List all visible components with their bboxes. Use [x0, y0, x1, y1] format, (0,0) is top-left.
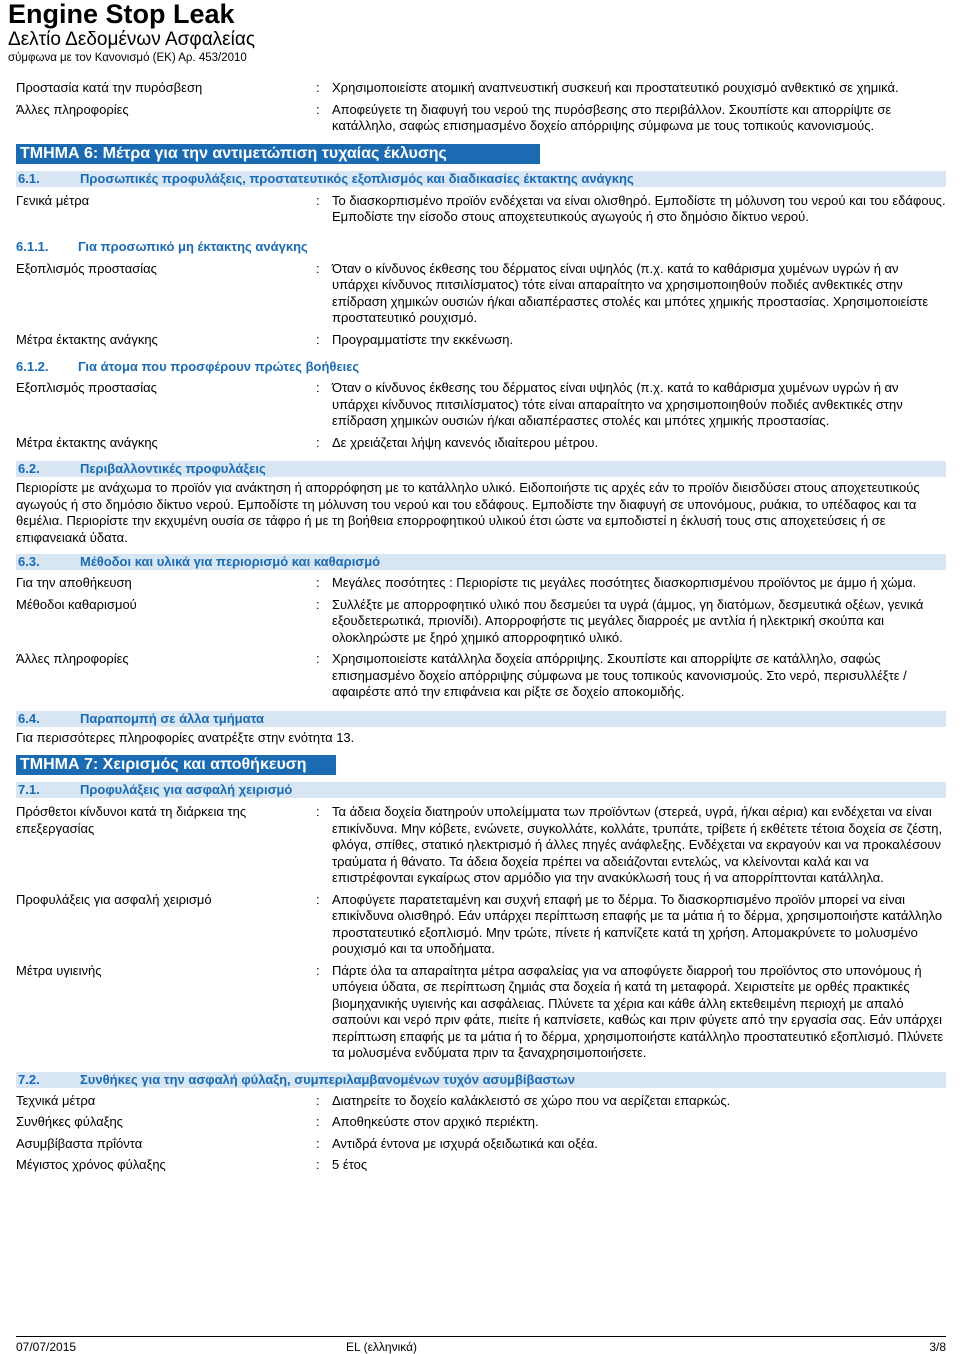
subsection-number: 6.1. — [18, 170, 40, 186]
subsection-title: Συνθήκες για την ασφαλή φύλαξη, συμπεριλαμβανομένων τυχόν ασυμβίβαστων — [80, 1071, 575, 1087]
field-value: Προγραμματίστε την εκκένωση. — [332, 331, 514, 347]
field-value: Αποφύγετε παρατεταμένη και συχνή επαφή με το δέρμα. Το διασκορπισμένο προϊόν μπορεί να είναι επικίνδυνα ολισθηρό. Εάν υπάρχει περίπτωση επαφής με τα μάτια ή το δέρμα, χρησιμοποιήστε κατάλληλο προστατευτικό εξοπλισμό. Μην τρώτε, πίνετε ή καπνίζετε κατά τη χρήση. Απομακρύνετε το μολυσμένο ρουχισμό και τα υποδήματα. — [332, 891, 943, 956]
subsection-title: Για προσωπικό μη έκτακτης ανάγκης — [78, 238, 308, 254]
subsection-title: Μέθοδοι και υλικά για περιορισμό και καθαρισμό — [80, 554, 381, 569]
subsection-6-3-heading — [16, 554, 946, 570]
field-value: Πάρτε όλα τα απαραίτητα μέτρα ασφαλείας για να αποφύγετε διαρροή του προϊόντος στο υπονόμους ή υπόγεια ύδατα, σε περίπτωση ζημιάς στα δοχεία ή κατά τη μεταφορά. Χειριστείτε με ορθές πρακτικές βιομηχανικής υγιεινής και ασφάλειας. Πλύνετε τα χέρια και κάθε άλλη εκτεθειμένη περιοχή με απαλό σαπούνι και νερό πριν φάτε, πιείτε ή καπνίσετε, καθώς και πριν φύγετε από την εργασία σας. Εάν υπάρχει περίπτωση επαφής με τα μάτια ή το δέρμα, χρησιμοποιήστε κατάλληλο προστατευτικό εξοπλισμό. Πλύνετε τα μολυσμένα ενδύματα πριν τα ξαναχρησιμοποιήσετε. — [332, 962, 944, 1060]
field-row — [16, 651, 946, 701]
field-colon: : — [316, 1157, 320, 1172]
field-row — [16, 1093, 946, 1110]
field-row — [16, 380, 946, 430]
field-row — [16, 193, 946, 226]
field-row — [16, 1114, 946, 1131]
subsection-6-1-2-heading — [16, 359, 946, 375]
field-label: Γενικά μέτρα — [16, 192, 90, 208]
regulation-note: σύμφωνα με τον Κανονισμό (ΕΚ) Αρ. 453/2010 — [8, 52, 247, 64]
document-header — [8, 0, 952, 65]
field-label: Τεχνικά μέτρα — [16, 1092, 96, 1108]
field-value: 5 έτος — [332, 1157, 368, 1172]
field-row — [16, 435, 946, 452]
field-label: Μέθοδοι καθαρισμού — [16, 596, 137, 612]
field-row — [16, 575, 946, 592]
field-value: Μεγάλες ποσότητες : Περιορίστε τις μεγάλες ποσότητες διασκορπισμένου προϊόντος με άμμο ή χώμα. — [332, 575, 917, 590]
field-value: Όταν ο κίνδυνος έκθεσης του δέρματος είναι υψηλός (π.χ. κατά το καθάρισμα χυμένων υγρών ή αν υπάρχει κίνδυνος πιτσιλίσματος) τότε είναι απαραίτητο να χρησιμοποιηθούν ποδιές ανθεκτικές στην επίδραση χημικών ουσιών ή/και αδιαπέραστες στολές και μπότες χημικής προστασίας. — [332, 380, 903, 428]
subsection-6-1-1-heading — [16, 239, 946, 255]
footer-page-number: 3/8 — [929, 1340, 946, 1354]
document-body — [16, 80, 946, 1174]
field-label: Προστασία κατά την πυρόσβεση — [16, 80, 203, 95]
field-colon: : — [316, 1092, 320, 1108]
field-label: Μέγιστος χρόνος φύλαξης — [16, 1157, 166, 1172]
field-colon: : — [316, 380, 320, 395]
field-row — [16, 80, 946, 97]
subsection-7-1-heading — [16, 782, 946, 798]
field-colon: : — [316, 1114, 320, 1129]
field-label: Άλλες πληροφορίες — [16, 101, 129, 117]
field-value: Χρησιμοποιείστε ατομική αναπνευστική συσκευή και προστατευτικό ρουχισμό ανθεκτικό σε χημικά. — [332, 80, 899, 95]
section-6-heading: ΤΜΗΜΑ 6: Μέτρα για την αντιμετώπιση τυχαίας έκλυσης — [16, 144, 540, 164]
environmental-precautions-text: Περιορίστε με ανάχωμα το προϊόν για ανάκτηση ή απορρόφηση με το κατάλληλο υλικό. Ειδοποιήστε τις αρχές εάν το προϊόν διεισδύσει στους αποχετευτικούς αγωγούς ή στο δημόσιο δίκτυο νερού. Εμποδίστε τη μόλυνση του νερού και του εδάφους. Εμποδίστε την διαφυγή σε υπονόμους, ρυάκια, το υπέδαφος και τα θεμέλια. Περιορίστε την εκχυμένη ουσία σε τάφρο ή με τη βοήθεια επορροφητικού υλικού έτσι ώστε να εμποδιστεί η έκλυσή τους στις αποχετεύσεις ή σε επιφανειακά ύδατα. — [16, 480, 920, 545]
field-colon: : — [316, 192, 320, 208]
field-value: Διατηρείτε το δοχείο καλάκλειστό σε χώρο που να αερίζεται επαρκώς. — [332, 1092, 731, 1108]
subsection-number: 7.2. — [18, 1071, 40, 1087]
field-row — [16, 261, 946, 327]
field-colon: : — [316, 260, 320, 276]
cross-reference-text: Για περισσότερες πληροφορίες ανατρέξτε στην ενότητα 13. — [16, 729, 355, 745]
field-colon: : — [316, 101, 320, 117]
subsection-number: 7.1. — [18, 782, 40, 797]
field-label: Εξοπλισμός προστασίας — [16, 260, 157, 276]
field-colon: : — [316, 891, 320, 907]
field-colon: : — [316, 80, 320, 95]
field-label: Εξοπλισμός προστασίας — [16, 380, 157, 395]
field-label: Μέτρα έκτακτης ανάγκης — [16, 331, 158, 347]
field-colon: : — [316, 575, 320, 590]
field-value: Δε χρειάζεται λήψη κανενός ιδιαίτερου μέτρου. — [332, 434, 599, 450]
subsection-6-2-heading — [16, 461, 946, 477]
field-row — [16, 597, 946, 647]
field-value: Χρησιμοποιείστε κατάλληλα δοχεία απόρριψης. Σκουπίστε και απορρίψτε σε κατάλληλο, σαφώς επισημασμένο δοχείο απόρριψης σύμφωνα με τους τοπικούς κανονισμούς. Στο νερό, περισυλλέξτε / αφαιρέστε από την επιφάνεια και ρίξτε σε δοχείο αποκομιδής. — [332, 651, 907, 699]
subsection-title: Προφυλάξεις για ασφαλή χειρισμό — [80, 782, 293, 797]
field-label: Πρόσθετοι κίνδυνοι κατά τη διάρκεια της επεξεργασίας — [16, 804, 247, 836]
field-value: Τα άδεια δοχεία διατηρούν υπολείμματα των προϊόντων (στερεά, υγρά, ή/και αέρια) και ενδέχεται να είναι επικίνδυνα. Μην κόβετε, ενώνετε, συγκολλάτε, κολλάτε, τρυπάτε, τρίβετε ή εκθέτετε τέτοια δοχεία σε ζέστη, φλόγα, σπίθες, στατικό ηλεκτρισμό ή άλλες πηγές ανάφλεξης. Ενδέχεται να εκραγούν και να προκαλέσουν τραύματα ή θάνατο. Τα άδεια δοχεία πρέπει να αδειάζονται εντελώς, να κλείνονται καλά και να επιστρέφονται εγκαίρως στον αρμόδιο για την ανακύκλωσή τους ή να απορρίπτονται κατάλληλα. — [332, 804, 943, 885]
field-value: Αποφεύγετε τη διαφυγή του νερού της πυρόσβεσης στο περιβάλλον. Σκουπίστε και απορρίψτε σε κατάλληλο, σαφώς επισημασμένο δοχείο απόρριψης σύμφωνα με τους τοπικούς κανονισμούς. — [332, 101, 892, 133]
field-colon: : — [316, 651, 320, 666]
subsection-number: 6.3. — [18, 554, 40, 569]
field-row — [16, 892, 946, 958]
field-colon: : — [316, 596, 320, 612]
field-colon: : — [316, 434, 320, 450]
subsection-7-2-heading — [16, 1072, 946, 1088]
field-label: Μέτρα υγιεινής — [16, 962, 102, 978]
field-label: Ασυμβίβαστα πρΐόντα — [16, 1135, 143, 1151]
field-value: Αποθηκεύστε στον αρχικό περιέκτη. — [332, 1114, 539, 1129]
subsection-6-1-heading — [16, 171, 946, 187]
subsection-title: Προσωπικές προφυλάξεις, προστατευτικός εξοπλισμός και διαδικασίες έκτακτης ανάγκης — [80, 170, 634, 186]
field-value: Αντιδρά έντονα με ισχυρά οξειδωτικά και οξέα. — [332, 1135, 598, 1151]
field-colon: : — [316, 1135, 320, 1151]
subsection-title: Για άτομα που προσφέρουν πρώτες βοήθειες — [78, 359, 360, 374]
footer-language: EL (ελληνικά) — [346, 1340, 418, 1354]
field-row — [16, 102, 946, 135]
subsection-number: 6.4. — [18, 710, 40, 726]
subsection-title: Παραπομπή σε άλλα τμήματα — [80, 710, 265, 726]
field-value: Συλλέξτε με απορροφητικό υλικό που δεσμεύει τα υγρά (άμμος, γη διατόμων, δεσμευτικά οξέων, γενικά εξουδετερωτικά, πριονίδι). Απορροφήστε τις μεγάλες διαρροές με αντλία ή ηλεκτρική σκούπα και ολοκληρώστε με ξηρό χημικό απορροφητικό υλικό. — [332, 596, 924, 645]
subsection-number: 6.2. — [18, 461, 40, 476]
field-value: Το διασκορπισμένο προϊόν ενδέχεται να είναι ολισθηρό. Εμποδίστε τη μόλυνση του νερού και του εδάφους. Εμποδίστε την είσοδο στους αποχετευτικούς αγωγούς ή στο δημόσιο δίκτυο νερού. — [332, 192, 946, 224]
field-colon: : — [316, 804, 320, 819]
subsection-number: 6.1.1. — [16, 238, 49, 254]
subsection-6-4-heading — [16, 711, 946, 727]
field-label: Μέτρα έκτακτης ανάγκης — [16, 434, 158, 450]
field-row — [16, 1136, 946, 1153]
field-colon: : — [316, 962, 320, 978]
field-row — [16, 332, 946, 349]
field-value: Όταν ο κίνδυνος έκθεσης του δέρματος είναι υψηλός (π.χ. κατά το καθάρισμα χυμένων υγρών ή αν υπάρχει κίνδυνος πιτσιλίσματος) τότε είναι απαραίτητο να χρησιμοποιηθούν ποδιές ανθεκτικές στην επίδραση χημικών ουσιών ή/και αδιαπέραστες στολές και μπότες χημικής προστασίας. Χρησιμοποιείστε προστατευτικό ρουχισμό. — [332, 260, 929, 325]
field-label: Προφυλάξεις για ασφαλή χειρισμό — [16, 891, 212, 907]
field-row — [16, 804, 946, 887]
section-7-heading: ΤΜΗΜΑ 7: Χειρισμός και αποθήκευση — [16, 755, 336, 775]
document-subtitle: Δελτίο Δεδομένων Ασφαλείας — [8, 29, 256, 50]
field-row — [16, 1157, 946, 1174]
field-label: Για την αποθήκευση — [16, 575, 132, 590]
product-title: Engine Stop Leak — [8, 0, 235, 29]
footer-date: 07/07/2015 — [16, 1340, 77, 1354]
field-label: Άλλες πληροφορίες — [16, 651, 129, 666]
subsection-number: 6.1.2. — [16, 359, 49, 374]
field-colon: : — [316, 331, 320, 347]
field-label: Συνθήκες φύλαξης — [16, 1114, 123, 1129]
field-row — [16, 963, 946, 1062]
subsection-title: Περιβαλλοντικές προφυλάξεις — [80, 461, 266, 476]
page-footer — [16, 1336, 946, 1354]
